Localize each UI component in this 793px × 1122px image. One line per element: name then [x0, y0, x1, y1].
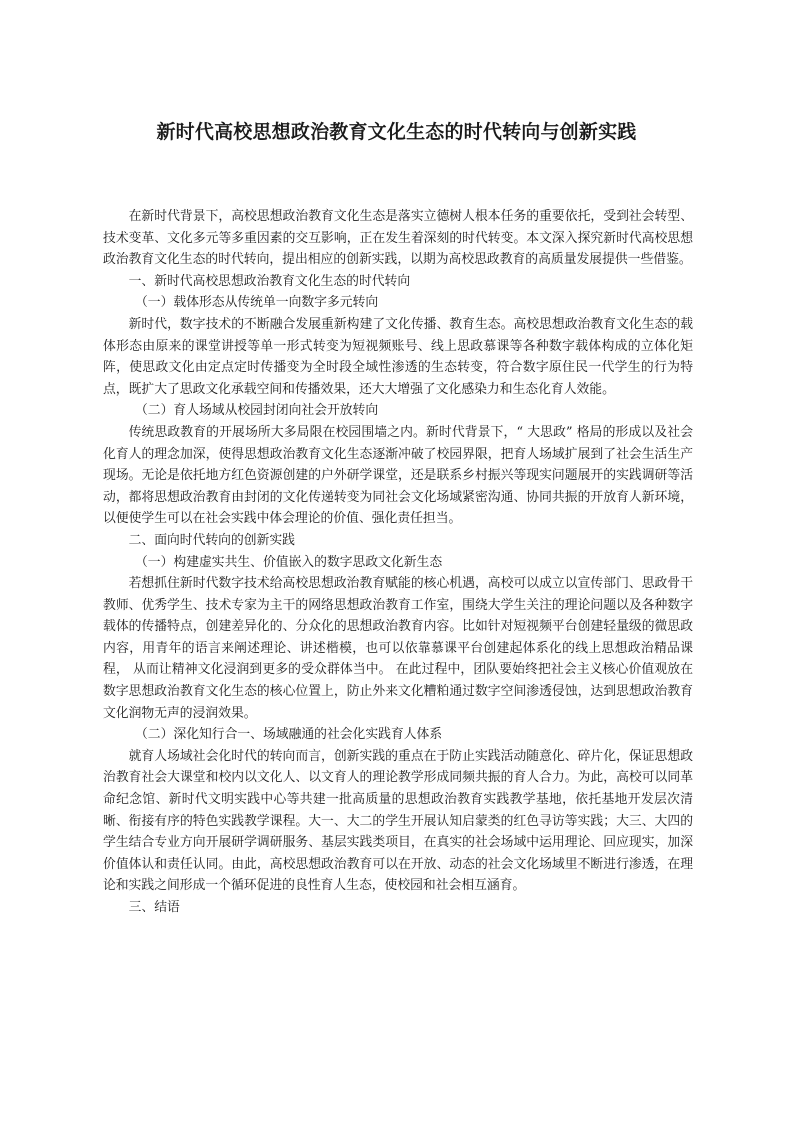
subsection-heading-2-2: （二）深化知行合一、场域融通的社会化实践育人体系: [135, 727, 443, 743]
section-heading-3: 三、结语: [128, 900, 180, 915]
subsection-heading-2-1: （一）构建虚实共生、价值嵌入的数字思政文化新生态: [135, 554, 443, 570]
subsection-heading-1-2: （二）育人场域从校园封闭向社会开放转向: [135, 403, 379, 419]
body-paragraph: 就育人场域社会化时代的转向而言，创新实践的重点在于防止实践活动随意化、碎片化，保证思想政治教育社会大课堂和校内以文化人、以文育人的理论教学形成同频共振的育人合力。为此，高校可以同革命纪念馆、新时代文明实践中心等共建一批高质量的思想政治教育实践教学基地，依托基地开发层次清晰、衔接有序的特色实践教学课程。大一、大二的学生开展认知启蒙类的红色寻访等实践；大三、大四的学生结合专业方向开展研学调研服务、基层实践类项目，在真实的社会场域中运用理论、回应现实，加深价值体认和责任认同。由此，高校思想政治教育可以在开放、动态的社会文化场域里不断进行渗透，在理论和实践之间形成一个循环促进的良性育人生态，使校园和社会相互涵育。: [103, 748, 693, 894]
document-body: [103, 206, 693, 919]
body-paragraph: 传统思政教育的开展场所大多局限在校园围墙之内。新时代背景下，“ 大思政” 格局的形成以及社会化育人的理念加深，使得思想政治教育文化生态逐渐冲破了校园界限，把育人场域扩展到了社会生活生产现场。无论是依托地方红色资源创建的户外研学课堂，还是联系乡村振兴等现实问题展开的实践调研等活动，都将思想政治教育由封闭的文化传递转变为同社会文化场域紧密沟通、协同共振的开放育人新环境，以便使学生可以在社会实践中体会理论的价值、强化责任担当。: [103, 424, 693, 527]
section-heading-1: 一、新时代高校思想政治教育文化生态的时代转向: [128, 273, 411, 289]
document-title: 新时代高校思想政治教育文化生态的时代转向与创新实践: [156, 121, 637, 143]
subsection-heading-1-1: （一）载体形态从传统单一向数字多元转向: [135, 295, 379, 311]
body-paragraph: 若想抓住新时代数字技术给高校思想政治教育赋能的核心机遇，高校可以成立以宣传部门、思政骨干教师、优秀学生、技术专家为主干的网络思想政治教育工作室，围绕大学生关注的理论问题以及各种数字载体的传播特点，创建差异化的、分众化的思想政治教育内容。比如针对短视频平台创建轻量级的微思政内容，用青年的语言来阐述理论、讲述楷模，也可以依靠慕课平台创建起体系化的线上思想政治精品课程， 从而让精神文化浸润到更多的受众群体当中。 在此过程中，团队要始终把社会主义核心价值观放在数字思想政治教育文化生态的核心位置上，防止外来文化糟粕通过数字空间渗透侵蚀，达到思想政治教育文化润物无声的浸润效果。: [103, 576, 693, 721]
body-paragraph: 新时代，数字技术的不断融合发展重新构建了文化传播、教育生态。高校思想政治教育文化生态的载体形态由原来的课堂讲授等单一形式转变为短视频账号、线上思政慕课等各种数字载体构成的立体化矩阵，使思政文化由定点定时传播变为全时段全域性渗透的生态转变，符合数字原住民一代学生的行为特点，既扩大了思政文化承载空间和传播效果，还大大增强了文化感染力和生态化育人效能。: [103, 316, 693, 397]
abstract-paragraph: 在新时代背景下，高校思想政治教育文化生态是落实立德树人根本任务的重要依托，受到社会转型、技术变革、文化多元等多重因素的交互影响，正在发生着深刻的时代转变。本文深入探究新时代高校思想政治教育文化生态的时代转向，提出相应的创新实践，以期为高校思政教育的高质量发展提供一些借鉴。: [103, 209, 693, 268]
section-heading-2: 二、面向时代转向的创新实践: [128, 532, 295, 548]
